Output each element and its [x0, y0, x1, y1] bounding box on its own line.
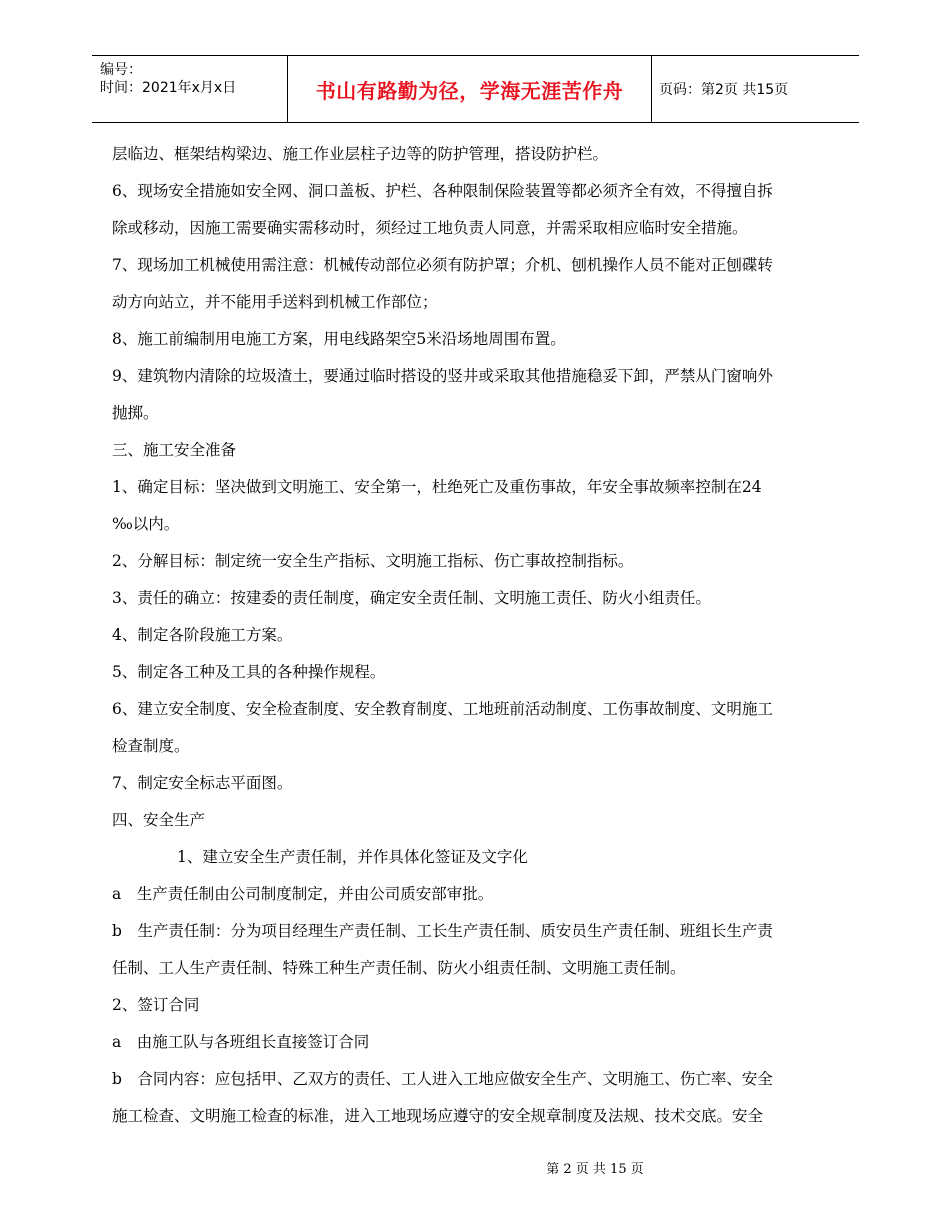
- text-line: 除或移动，因施工需要确实需移动时，须经过工地负责人同意，并需采取相应临时安全措施。: [112, 219, 748, 237]
- header-meta: [92, 56, 287, 122]
- text-line: 动方向站立，并不能用手送料到机械工作部位；: [112, 293, 438, 311]
- text-line: b 生产责任制：分为项目经理生产责任制、工长生产责任制、质安员生产责任制、班组长生产责: [112, 922, 773, 940]
- subsection-heading: 1、建立安全生产责任制，并作具体化签证及文字化: [177, 848, 528, 866]
- text-line: ‰以内。: [112, 515, 180, 533]
- text-line: 7、制定安全标志平面图。: [112, 774, 293, 792]
- text-line: 6、建立安全制度、安全检查制度、安全教育制度、工地班前活动制度、工伤事故制度、文明施工: [112, 700, 773, 718]
- text-line: 3、责任的确立：按建委的责任制度，确定安全责任制、文明施工责任、防火小组责任。: [112, 589, 711, 607]
- text-line: a 生产责任制由公司制度制定，并由公司质安部审批。: [112, 885, 494, 903]
- text-line: b 合同内容：应包括甲、乙双方的责任、工人进入工地应做安全生产、文明施工、伤亡率、安全: [112, 1070, 773, 1088]
- text-line: a 由施工队与各班组长直接签订合同: [112, 1033, 370, 1051]
- page-header: [92, 55, 859, 123]
- text-line: 4、制定各阶段施工方案。: [112, 626, 293, 644]
- header-motto-cell: [287, 56, 652, 122]
- text-line: 层临边、框架结构梁边、施工作业层柱子边等的防护管理，搭设防护栏。: [112, 145, 609, 163]
- text-line: 1、确定目标：坚决做到文明施工、安全第一，杜绝死亡及重伤事故，年安全事故频率控制在24: [112, 478, 762, 496]
- section-heading: 四、安全生产: [112, 811, 206, 829]
- header-page-info: 页码：第2页 共15页: [659, 82, 789, 98]
- text-line: 任制、工人生产责任制、特殊工种生产责任制、防火小组责任制、文明施工责任制。: [112, 959, 686, 977]
- section-heading: 三、施工安全准备: [112, 441, 237, 459]
- text-line: 7、现场加工机械使用需注意：机械传动部位必须有防护罩；介机、刨机操作人员不能对正刨碟转: [112, 256, 773, 274]
- text-line: 8、施工前编制用电施工方案，用电线路架空5米沿场地周围布置。: [112, 330, 566, 348]
- text-line: 5、制定各工种及工具的各种操作规程。: [112, 663, 386, 681]
- time-label: 时间：2021年x月x日: [100, 80, 237, 96]
- text-line: 抛掷。: [112, 404, 159, 422]
- document-body: [112, 136, 842, 1135]
- text-line: 2、签订合同: [112, 996, 200, 1014]
- page-footer: 第 2 页 共 15 页: [546, 1162, 644, 1177]
- number-label: 编号：: [100, 62, 142, 78]
- text-line: 检查制度。: [112, 737, 190, 755]
- text-line: 2、分解目标：制定统一安全生产指标、文明施工指标、伤亡事故控制指标。: [112, 552, 634, 570]
- text-line: 6、现场安全措施如安全网、洞口盖板、护栏、各种限制保险装置等都必须齐全有效，不得擅自拆: [112, 182, 773, 200]
- motto-text: 书山有路勤为径，学海无涯苦作舟: [315, 78, 624, 103]
- text-line: 施工检查、文明施工检查的标准，进入工地现场应遵守的安全规章制度及法规、技术交底。安全: [112, 1107, 764, 1125]
- text-line: 9、建筑物内清除的垃圾渣土，要通过临时搭设的竖井或采取其他措施稳妥下卸，严禁从门窗响外: [112, 367, 773, 385]
